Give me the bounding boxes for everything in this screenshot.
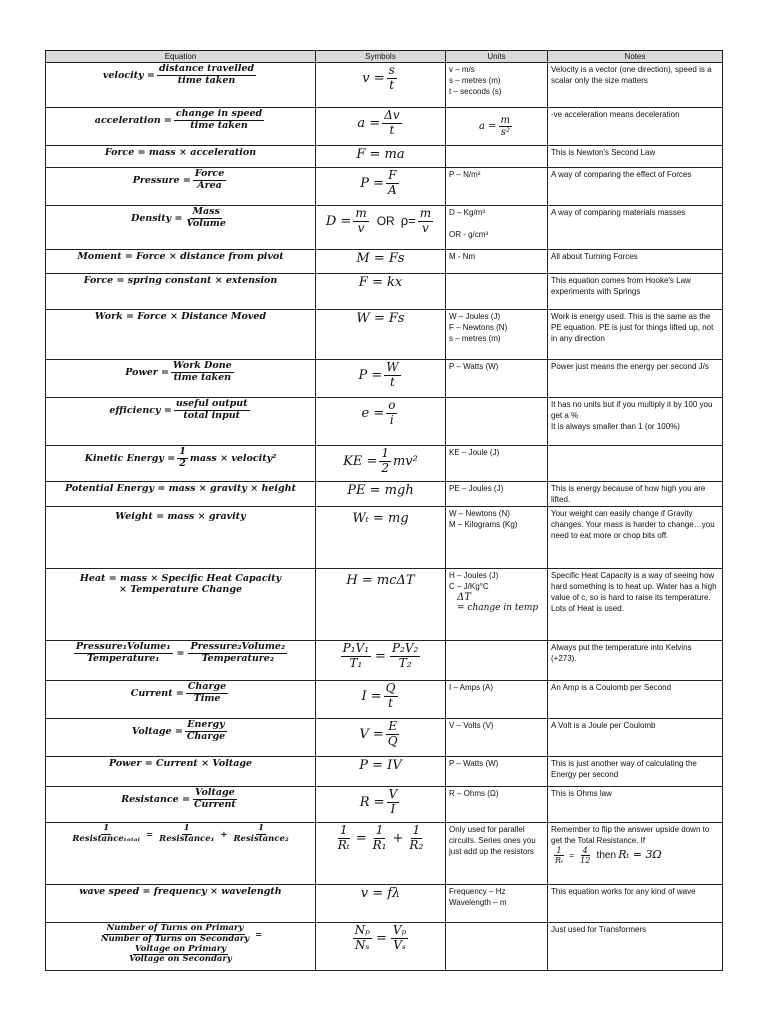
table-row <box>46 108 723 146</box>
units-cell: KE – Joule (J) <box>446 446 548 482</box>
table-row <box>46 757 723 787</box>
units-cell <box>446 923 548 971</box>
notes-cell: This is energy because of how high you are lifted. <box>548 482 723 507</box>
notes-cell: A way of comparing the effect of Forces <box>548 168 723 206</box>
units-cell: a = $\frac{m}{\text{s²}}$ <box>446 108 548 146</box>
symbol-cell: v = fλ <box>316 885 446 923</box>
notes-cell: Specific Heat Capacity is a way of seeing how hard something is to heat up. Water has a high value of c, so is hard to raise its temperature. Lots of Heat is used. <box>548 569 723 641</box>
units-cell: P – Watts (W) <box>446 757 548 787</box>
units-cell: PE – Joules (J) <box>446 482 548 507</box>
header-units: Units <box>446 51 548 63</box>
table-row <box>46 398 723 446</box>
notes-cell: An Amp is a Coulomb per Second <box>548 681 723 719</box>
equation-cell: $\frac{1}{\text{Resistanceₜₒₜₐₗ}}$ = $\frac{1}{\text{Resistance₁}}$ + $\frac{1}{\text{Resistance₂}}$ <box>46 823 316 885</box>
notes-cell: All about Turning Forces <box>548 250 723 274</box>
symbol-cell: R = $\frac{V}{I}$ <box>316 787 446 823</box>
table-row <box>46 482 723 507</box>
table-row <box>46 146 723 168</box>
symbol-cell: F = kx <box>316 274 446 310</box>
header-notes: Notes <box>548 51 723 63</box>
units-cell: Frequency – Hz Wavelength – m <box>446 885 548 923</box>
table-row <box>46 360 723 398</box>
header-row <box>46 51 723 63</box>
symbol-cell: KE = $\frac{1}{2}$ mv² <box>316 446 446 482</box>
symbol-cell: a = $\frac{\Delta v}{t}$ <box>316 108 446 146</box>
units-cell <box>446 641 548 681</box>
table-row <box>46 719 723 757</box>
units-cell: W – Newtons (N) M – Kilograms (Kg) <box>446 507 548 569</box>
equation-cell: Power = $\frac{\text{Work Done}}{\text{time taken}}$ <box>46 360 316 398</box>
notes-cell: Work is energy used. This is the same as the PE equation. PE is just for things lifted up, not in any direction <box>548 310 723 360</box>
equation-cell: Current = $\frac{\text{Charge}}{\text{Time}}$ <box>46 681 316 719</box>
symbol-cell: $\frac{\text{P₁V₁}}{\text{T₁}}$ = $\frac{\text{P₂V₂}}{\text{T₂}}$ <box>316 641 446 681</box>
equation-cell: Potential Energy = mass × gravity × height <box>46 482 316 507</box>
symbol-cell: P = IV <box>316 757 446 787</box>
table-row <box>46 641 723 681</box>
notes-cell: It has no units but if you multiply it by 100 you get a % It is always smaller than 1 (or 100%) <box>548 398 723 446</box>
symbol-cell: PE = mgh <box>316 482 446 507</box>
symbol-cell: v = $\frac{s}{t}$ <box>316 63 446 108</box>
table-row <box>46 681 723 719</box>
symbol-cell: H = mcΔT <box>316 569 446 641</box>
symbol-cell: P = $\frac{W}{t}$ <box>316 360 446 398</box>
header-equation: Equation <box>46 51 316 63</box>
units-cell: R – Ohms (Ω) <box>446 787 548 823</box>
notes-cell: This is just another way of calculating the Energy per second <box>548 757 723 787</box>
table-row <box>46 274 723 310</box>
notes-cell: -ve acceleration means deceleration <box>548 108 723 146</box>
equation-cell: velocity = $\frac{\text{distance travelled}}{\text{time taken}}$ <box>46 63 316 108</box>
table-row <box>46 63 723 108</box>
equation-cell: Heat = mass × Specific Heat Capacity × Temperature Change <box>46 569 316 641</box>
equation-sheet-table <box>45 50 723 971</box>
equation-cell: efficiency = $\frac{\text{useful output}}{\text{total input}}$ <box>46 398 316 446</box>
symbol-cell: M = Fs <box>316 250 446 274</box>
table-row <box>46 569 723 641</box>
equation-cell: Force = spring constant × extension <box>46 274 316 310</box>
table-row <box>46 250 723 274</box>
notes-cell: Always put the temperature into Kelvins (+273). <box>548 641 723 681</box>
table-row <box>46 787 723 823</box>
header-symbols: Symbols <box>316 51 446 63</box>
equation-cell: wave speed = frequency × wavelength <box>46 885 316 923</box>
notes-cell: This is Ohms law <box>548 787 723 823</box>
symbol-cell: e = $\frac{o}{i}$ <box>316 398 446 446</box>
table-row <box>46 823 723 885</box>
units-cell: W – Joules (J) F – Newtons (N) s – metres (m) <box>446 310 548 360</box>
symbol-cell: I = $\frac{Q}{t}$ <box>316 681 446 719</box>
equation-cell: Resistance = $\frac{\text{Voltage}}{\text{Current}}$ <box>46 787 316 823</box>
notes-cell: Power just means the energy per second J/s <box>548 360 723 398</box>
equation-cell: Moment = Force × distance from pivot <box>46 250 316 274</box>
equation-cell: Force = mass × acceleration <box>46 146 316 168</box>
equation-cell: Voltage = $\frac{\text{Energy}}{\text{Charge}}$ <box>46 719 316 757</box>
equation-cell: Kinetic Energy = $\frac{1}{2}$ mass × velocity² <box>46 446 316 482</box>
notes-cell: A Volt is a Joule per Coulomb <box>548 719 723 757</box>
units-cell: P – Watts (W) <box>446 360 548 398</box>
equation-cell: Weight = mass × gravity <box>46 507 316 569</box>
notes-cell: Your weight can easily change if Gravity changes. Your mass is harder to change…you need to eat more or chop bits off. <box>548 507 723 569</box>
notes-cell: This is Newton's Second Law <box>548 146 723 168</box>
equation-cell: $\frac{\text{Number of Turns on Primary}}{\text{Number of Turns on Secondary}}$ = $\frac{\text{Voltage on Primary}}{\text{Voltage on Secondary}}$ <box>46 923 316 971</box>
equation-cell: Density = $\frac{\text{Mass}}{\text{Volume}}$ <box>46 206 316 250</box>
notes-cell: This equation comes from Hooke's Law experiments with Springs <box>548 274 723 310</box>
table-row <box>46 206 723 250</box>
units-cell: Only used for parallel circuits. Series ones you just add up the resistors <box>446 823 548 885</box>
units-cell <box>446 146 548 168</box>
units-cell <box>446 398 548 446</box>
table-row <box>46 885 723 923</box>
symbol-cell: $\frac{1}{\text{Rₜ}}$ = $\frac{1}{\text{R₁}}$ + $\frac{1}{\text{R₂}}$ <box>316 823 446 885</box>
notes-cell <box>548 446 723 482</box>
symbol-cell: D = $\frac{m}{v}$ OR ρ= $\frac{m}{v}$ <box>316 206 446 250</box>
symbol-cell: Wₜ = mg <box>316 507 446 569</box>
symbol-cell: V = $\frac{E}{Q}$ <box>316 719 446 757</box>
equation-cell: Pressure = $\frac{\text{Force}}{\text{Area}}$ <box>46 168 316 206</box>
equation-cell: $\frac{\text{Pressure₁Volume₁}}{\text{Temperature₁}}$ = $\frac{\text{Pressure₂Volume₂}}{\text{Temperature₂}}$ <box>46 641 316 681</box>
units-cell: H – Joules (J) C – J/Kg°C ΔT = change in temp <box>446 569 548 641</box>
symbol-cell: F = ma <box>316 146 446 168</box>
table-row <box>46 168 723 206</box>
units-cell: I – Amps (A) <box>446 681 548 719</box>
table-row <box>46 446 723 482</box>
units-cell: P – N/m² <box>446 168 548 206</box>
units-cell <box>446 274 548 310</box>
table-row <box>46 507 723 569</box>
symbol-cell: P = $\frac{F}{A}$ <box>316 168 446 206</box>
table-row <box>46 310 723 360</box>
units-cell: D – Kg/m³ OR - g/cm³ <box>446 206 548 250</box>
symbol-cell: W = Fs <box>316 310 446 360</box>
units-cell: V – Volts (V) <box>446 719 548 757</box>
units-cell: M - Nm <box>446 250 548 274</box>
notes-cell: Remember to flip the answer upside down to get the Total Resistance. If $\frac{1}{\text{Rₜ}}$ = $\frac{4}{12}$ then Rₜ = 3Ω <box>548 823 723 885</box>
equation-cell: Power = Current × Voltage <box>46 757 316 787</box>
notes-cell: Velocity is a vector (one direction), speed is a scalar only the size matters <box>548 63 723 108</box>
symbol-cell: $\frac{\text{Nₚ}}{\text{Nₛ}}$ = $\frac{\text{Vₚ}}{\text{Vₛ}}$ <box>316 923 446 971</box>
units-cell: v – m/s s – metres (m) t – seconds (s) <box>446 63 548 108</box>
equation-cell: acceleration = $\frac{\text{change in speed}}{\text{time taken}}$ <box>46 108 316 146</box>
notes-cell: A way of comparing materials masses <box>548 206 723 250</box>
table-row <box>46 923 723 971</box>
equation-cell: Work = Force × Distance Moved <box>46 310 316 360</box>
notes-cell: Just used for Transformers <box>548 923 723 971</box>
notes-cell: This equation works for any kind of wave <box>548 885 723 923</box>
